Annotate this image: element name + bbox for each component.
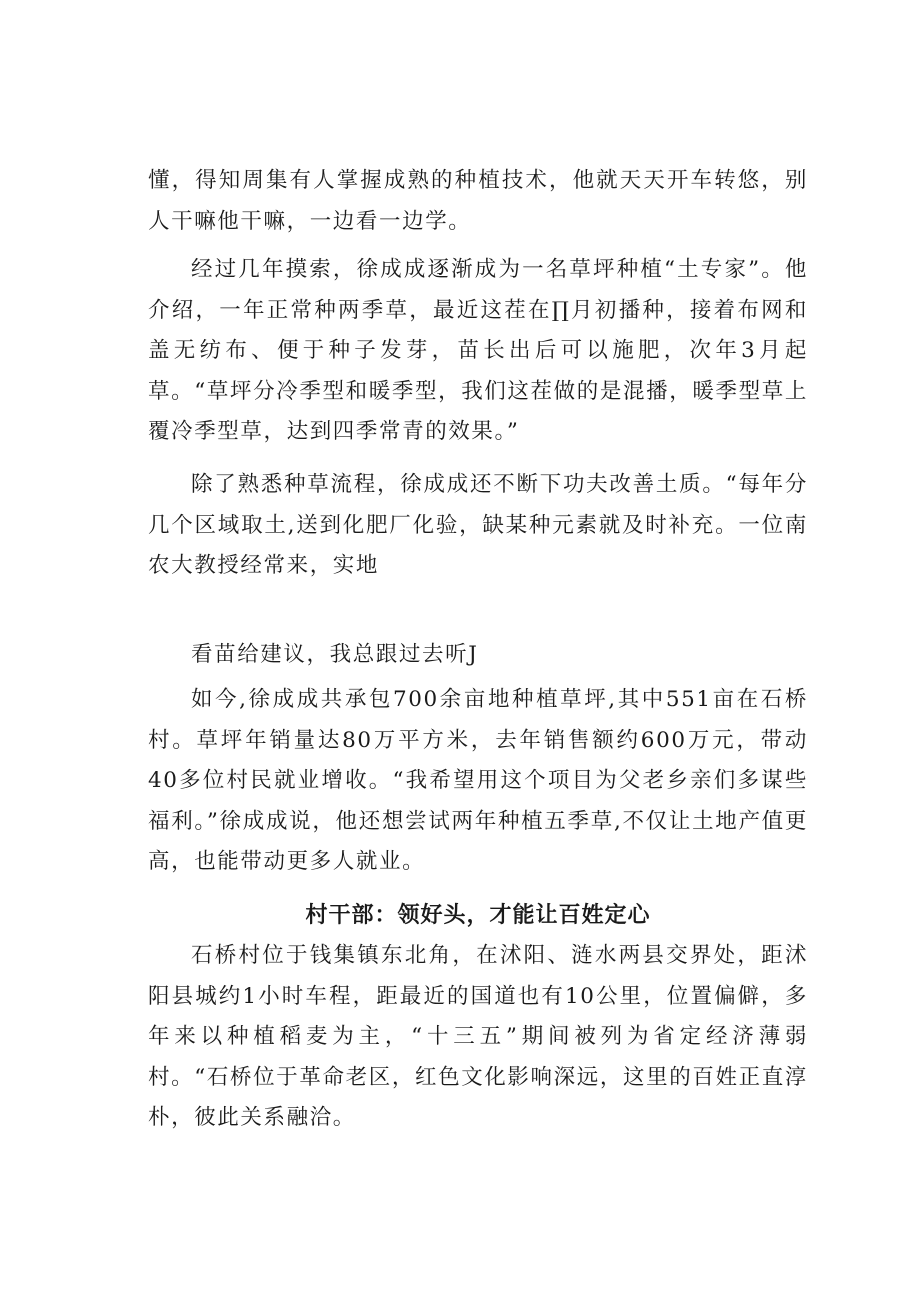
paragraph-shiqiao-village: 石桥村位于钱集镇东北角，在沭阳、涟水两县交界处，距沭阳县城约1小时车程，距最近的国道也有10公里，位置偏僻，多年来以种植稻麦为主，“十三五”期间被列为省定经济薄弱村。“石桥位于革命老区，红色文化影响深远，这里的百姓正直淳朴，彼此关系融洽。 (148, 943, 808, 1130)
section-heading: 村干部：领好头，才能让百姓定心 (305, 903, 651, 928)
paragraph-continuation: 懂，得知周集有人掌握成熟的种植技术，他就天天开车转悠，别人干嘛他干嘛，一边看一边学。 (148, 168, 808, 234)
paragraph-turf-expert: 经过几年摸索，徐成成逐渐成为一名草坪种植“土专家”。他介绍，一年正常种两季草，最近这茬在∏月初播种，接着布网和盖无纺布、便于种子发芽，苗长出后可以施肥，次年3月起草。“草坪分冷季型和暖季型，我们这茬做的是混播，暖季型草上覆冷季型草，达到四季常青的效果。” (148, 257, 808, 444)
paragraph-soil-improvement: 除了熟悉种草流程，徐成成还不断下功夫改善土质。“每年分几个区域取土,送到化肥厂化验，缺某种元素就及时补充。一位南农大教授经常来，实地 (148, 472, 808, 578)
paragraph-current-scale: 如今,徐成成共承包700余亩地种植草坪,其中551亩在石桥村。草坪年销量达80万平方米，去年销售额约600万元，带动40多位村民就业增收。“我希望用这个项目为父老乡亲们多谋些福利。”徐成成说，他还想尝试两年种植五季草,不仅让土地产值更高，也能带动更多人就业。 (148, 687, 808, 874)
paragraph-professor-advice: 看苗给建议，我总跟过去听J (191, 642, 479, 667)
